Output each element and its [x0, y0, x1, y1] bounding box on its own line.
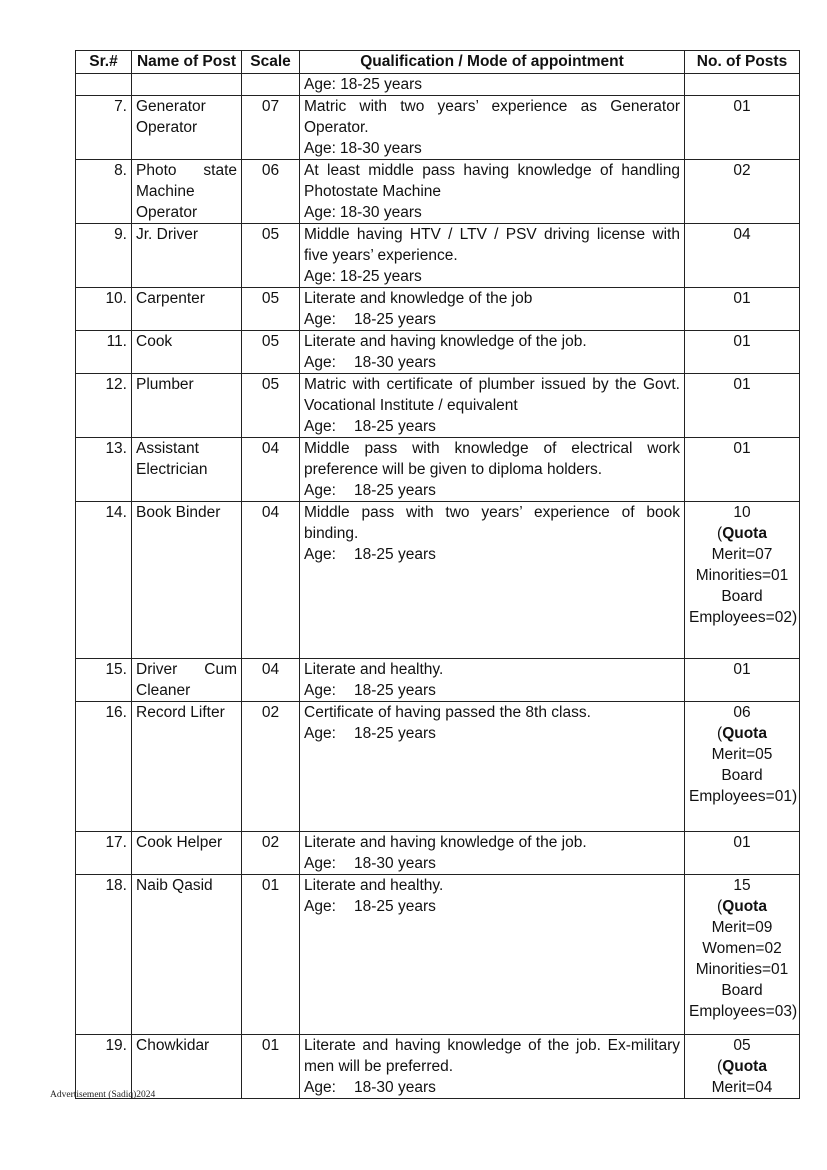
quota-line: Merit=09	[711, 919, 773, 936]
row-sr-number: 14.	[76, 502, 132, 659]
carryover-row	[76, 74, 800, 96]
post-name-line: Cook Helper	[136, 834, 223, 851]
age-value: 18-30 years	[339, 204, 422, 221]
post-name-line: Operator	[136, 119, 198, 136]
table-row	[76, 331, 800, 374]
row-scale: 07	[242, 96, 300, 160]
row-post-name	[132, 374, 242, 438]
age-value: 18-25 years	[354, 725, 436, 742]
posts-count: 04	[733, 226, 751, 243]
age-requirement	[304, 680, 680, 701]
row-sr-number: 15.	[76, 659, 132, 702]
row-sr-number: 8.	[76, 160, 132, 224]
age-label: Age:	[304, 855, 336, 872]
post-name-line: Electrician	[136, 461, 208, 478]
table-row	[76, 160, 800, 224]
age-requirement	[304, 896, 680, 917]
qualification-text: Matric with certificate of plumber issued by the Govt. Vocational Institute / equivalent	[304, 376, 680, 414]
row-scale: 05	[242, 331, 300, 374]
post-name-line: Record Lifter	[136, 704, 225, 721]
row-scale: 02	[242, 832, 300, 875]
post-name-line: Operator	[136, 204, 198, 221]
posts-count: 01	[733, 834, 751, 851]
row-post-name	[132, 702, 242, 832]
row-qualification	[300, 1035, 685, 1099]
age-requirement	[304, 853, 680, 874]
age-value: 18-25 years	[354, 898, 436, 915]
header-qualification: Qualification / Mode of appointment	[300, 51, 685, 74]
row-qualification	[300, 832, 685, 875]
row-qualification	[300, 438, 685, 502]
footer-note: Advertisement (Sadiq)2024	[50, 1090, 156, 1100]
post-name-line: Assistant	[136, 440, 199, 457]
row-scale: 04	[242, 438, 300, 502]
post-name-line: Photo state	[136, 162, 237, 179]
post-name-line: Chowkidar	[136, 1037, 210, 1054]
qualification-text: At least middle pass having knowledge of handling Photostate Machine	[304, 162, 680, 200]
row-no-of-posts	[685, 331, 800, 374]
row-scale: 04	[242, 502, 300, 659]
row-scale: 06	[242, 160, 300, 224]
quota-heading: (Quota	[717, 525, 767, 542]
row-scale: 01	[242, 1035, 300, 1099]
age-label: Age:	[304, 682, 336, 699]
quota-heading: (Quota	[717, 725, 767, 742]
table-row	[76, 374, 800, 438]
row-qualification	[300, 96, 685, 160]
age-requirement	[304, 352, 680, 373]
age-requirement	[304, 723, 680, 744]
age-requirement	[304, 416, 680, 437]
post-name-line: Generator	[136, 98, 206, 115]
age-value: 18-25 years	[354, 482, 436, 499]
age-label: Age:	[304, 418, 336, 435]
qualification-text: Literate and having knowledge of the job.	[304, 834, 587, 851]
quota-line: Merit=07	[711, 546, 773, 563]
qualification-text: Middle pass with two years’ experience of book binding.	[304, 504, 680, 542]
post-name-line: Carpenter	[136, 290, 205, 307]
row-sr-number: 12.	[76, 374, 132, 438]
row-post-name	[132, 832, 242, 875]
posts-count: 06	[733, 704, 751, 721]
row-no-of-posts	[685, 1035, 800, 1099]
row-post-name	[132, 160, 242, 224]
row-no-of-posts	[685, 659, 800, 702]
qualification-text: Middle pass with knowledge of electrical work preference will be given to diploma holders.	[304, 440, 680, 478]
header-no-of-posts: No. of Posts	[685, 51, 800, 74]
qualification-text: Literate and healthy.	[304, 877, 444, 894]
table-row	[76, 875, 800, 1035]
row-no-of-posts	[685, 288, 800, 331]
row-scale: 05	[242, 374, 300, 438]
quota-heading: (Quota	[717, 898, 767, 915]
age-value: 18-30 years	[354, 855, 436, 872]
row-scale: 05	[242, 288, 300, 331]
row-post-name	[132, 224, 242, 288]
row-no-of-posts	[685, 374, 800, 438]
row-no-of-posts	[685, 224, 800, 288]
age-label: Age:	[304, 482, 336, 499]
row-scale: 01	[242, 875, 300, 1035]
table-row	[76, 702, 800, 832]
row-no-of-posts	[685, 875, 800, 1035]
posts-count: 01	[733, 333, 751, 350]
quota-line: Minorities=01	[695, 961, 789, 978]
posts-count: 01	[733, 376, 751, 393]
age-value: 18-30 years	[354, 354, 436, 371]
row-scale: 05	[242, 224, 300, 288]
posts-count: 01	[733, 440, 751, 457]
table-row	[76, 438, 800, 502]
row-scale: 02	[242, 702, 300, 832]
table-header-row	[76, 51, 800, 74]
row-scale: 04	[242, 659, 300, 702]
post-name-line: Jr. Driver	[136, 226, 198, 243]
age-requirement	[304, 266, 680, 287]
post-name-line: Cook	[136, 333, 173, 350]
age-label: Age:	[304, 898, 336, 915]
posts-count: 01	[733, 290, 751, 307]
age-label: Age:	[304, 1079, 336, 1096]
age-requirement	[304, 138, 680, 159]
row-qualification	[300, 659, 685, 702]
row-qualification	[300, 288, 685, 331]
quota-line: Board	[721, 767, 763, 784]
posts-count: 10	[733, 504, 751, 521]
row-sr-number: 11.	[76, 331, 132, 374]
row-sr-number: 7.	[76, 96, 132, 160]
row-sr-number: 9.	[76, 224, 132, 288]
post-name-line: Naib Qasid	[136, 877, 213, 894]
age-requirement	[304, 1077, 680, 1098]
age-value: 18-25 years	[339, 268, 422, 285]
age-requirement	[304, 480, 680, 501]
table-row	[76, 224, 800, 288]
row-qualification	[300, 374, 685, 438]
row-no-of-posts	[685, 438, 800, 502]
quota-line: Employees=03)	[689, 1003, 798, 1020]
table-row	[76, 96, 800, 160]
age-label: Age:	[304, 140, 336, 157]
row-no-of-posts	[685, 832, 800, 875]
row-post-name	[132, 288, 242, 331]
quota-line: Merit=05	[711, 746, 773, 763]
row-no-of-posts	[685, 702, 800, 832]
row-post-name	[132, 502, 242, 659]
row-no-of-posts	[685, 96, 800, 160]
age-value: 18-30 years	[339, 140, 422, 157]
table-row	[76, 1035, 800, 1099]
posts-count: 02	[733, 162, 751, 179]
quota-line: Women=02	[702, 940, 782, 957]
quota-line: Board	[721, 982, 763, 999]
table-row	[76, 832, 800, 875]
posts-count: 15	[733, 877, 751, 894]
header-sr: Sr.#	[76, 51, 132, 74]
age-value: 18-25 years	[354, 418, 436, 435]
age-label: Age:	[304, 546, 336, 563]
row-sr-number: 18.	[76, 875, 132, 1035]
age-value: 18-30 years	[354, 1079, 436, 1096]
row-qualification	[300, 160, 685, 224]
age-value: 18-25 years	[354, 546, 436, 563]
quota-line: Employees=01)	[689, 788, 798, 805]
quota-line: Employees=02)	[689, 609, 798, 626]
posts-count: 05	[733, 1037, 751, 1054]
quota-heading: (Quota	[717, 1058, 767, 1075]
row-sr-number: 10.	[76, 288, 132, 331]
table-row	[76, 288, 800, 331]
row-qualification	[300, 331, 685, 374]
quota-line: Board	[721, 588, 763, 605]
age-requirement	[304, 309, 680, 330]
age-value: 18-25 years	[354, 311, 436, 328]
carryover-age: Age: 18-25 years	[300, 74, 685, 96]
qualification-text: Middle having HTV / LTV / PSV driving license with five years’ experience.	[304, 226, 680, 264]
row-sr-number: 16.	[76, 702, 132, 832]
row-qualification	[300, 702, 685, 832]
posts-table	[75, 50, 800, 1099]
age-label: Age:	[304, 354, 336, 371]
age-label: Age:	[304, 311, 336, 328]
row-sr-number: 19.	[76, 1035, 132, 1099]
row-no-of-posts	[685, 160, 800, 224]
row-post-name	[132, 96, 242, 160]
qualification-text: Literate and healthy.	[304, 661, 444, 678]
age-value: 18-25 years	[354, 682, 436, 699]
header-name-of-post: Name of Post	[132, 51, 242, 74]
post-name-line: Machine	[136, 183, 195, 200]
row-post-name	[132, 875, 242, 1035]
row-qualification	[300, 875, 685, 1035]
post-name-line: Driver Cum	[136, 661, 237, 678]
post-name-line: Cleaner	[136, 682, 191, 699]
age-requirement	[304, 202, 680, 223]
table-row	[76, 659, 800, 702]
row-qualification	[300, 224, 685, 288]
row-qualification	[300, 502, 685, 659]
table-row	[76, 502, 800, 659]
row-post-name	[132, 438, 242, 502]
post-name-line: Plumber	[136, 376, 194, 393]
quota-line: Minorities=01	[695, 567, 789, 584]
post-name-line: Book Binder	[136, 504, 221, 521]
qualification-text: Literate and having knowledge of the job.	[304, 333, 587, 350]
qualification-text: Matric with two years’ experience as Generator Operator.	[304, 98, 680, 136]
age-label: Age:	[304, 204, 336, 221]
age-label: Age:	[304, 725, 336, 742]
row-sr-number: 13.	[76, 438, 132, 502]
age-label: Age:	[304, 268, 336, 285]
header-scale: Scale	[242, 51, 300, 74]
quota-line: Merit=04	[711, 1079, 773, 1096]
qualification-text: Literate and knowledge of the job	[304, 290, 533, 307]
posts-count: 01	[733, 98, 751, 115]
qualification-text: Literate and having knowledge of the job. Ex-military men will be preferred.	[304, 1037, 680, 1075]
row-post-name	[132, 659, 242, 702]
age-requirement	[304, 544, 680, 565]
posts-count: 01	[733, 661, 751, 678]
row-sr-number: 17.	[76, 832, 132, 875]
row-post-name	[132, 331, 242, 374]
row-post-name	[132, 1035, 242, 1099]
row-no-of-posts	[685, 502, 800, 659]
qualification-text: Certificate of having passed the 8th class.	[304, 704, 591, 721]
